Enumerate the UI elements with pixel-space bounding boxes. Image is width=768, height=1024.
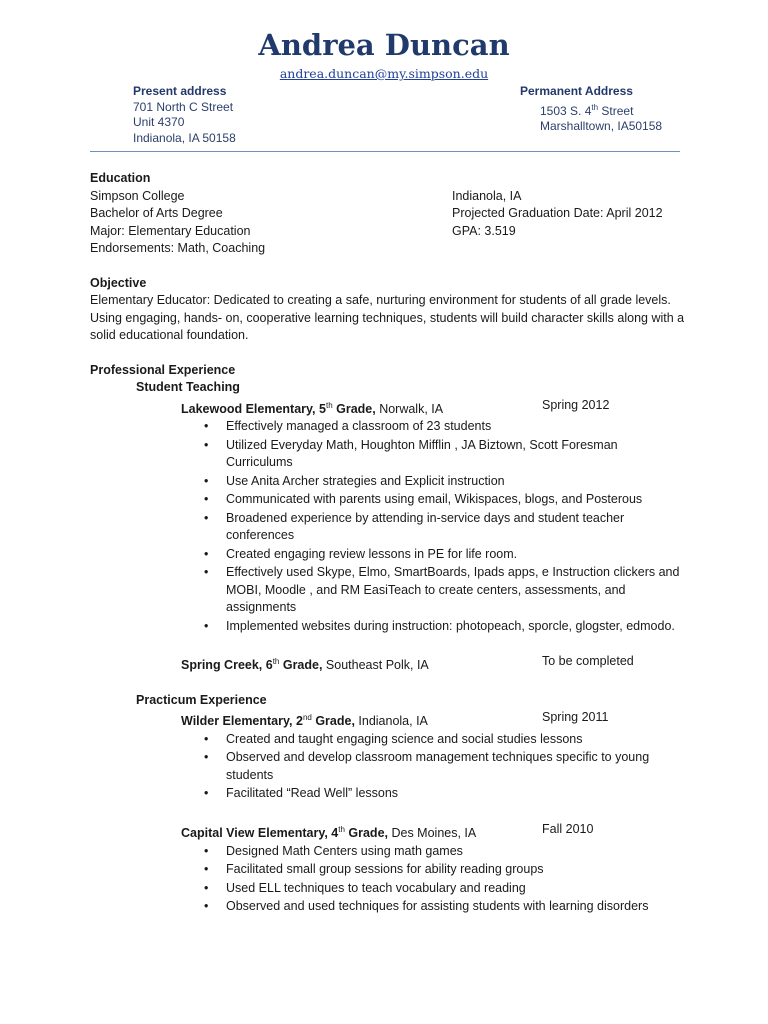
bullet-icon: • bbox=[204, 862, 209, 877]
bullet-text: Facilitated small group sessions for ability reading groups bbox=[226, 862, 544, 877]
school-name: Spring Creek, 6 bbox=[181, 658, 273, 673]
grade-label: Grade, bbox=[344, 826, 388, 841]
education-row bbox=[90, 205, 690, 223]
school-name: Wilder Elementary, 2 bbox=[181, 714, 303, 729]
header-divider bbox=[90, 151, 680, 152]
bullet-item bbox=[204, 785, 690, 803]
education-right: Projected Graduation Date: April 2012 bbox=[452, 206, 663, 220]
bullet-icon: • bbox=[204, 731, 209, 746]
bullet-icon: • bbox=[204, 565, 209, 580]
present-address-line: 701 North C Street bbox=[133, 99, 234, 114]
grade-label: Grade, bbox=[311, 714, 355, 729]
bullet-text: Created and taught engaging science and social studies lessons bbox=[226, 731, 583, 746]
job-title bbox=[181, 397, 542, 419]
bullet-item bbox=[204, 564, 690, 617]
present-address-label: Present address bbox=[133, 84, 227, 98]
bullet-icon: • bbox=[204, 492, 209, 507]
present-address bbox=[133, 84, 236, 146]
permanent-address-street bbox=[520, 100, 662, 120]
ordinal-suffix: nd bbox=[302, 713, 312, 723]
present-address-line: Unit 4370 bbox=[133, 115, 185, 129]
job-title bbox=[181, 821, 542, 843]
job-date: To be completed bbox=[542, 654, 634, 669]
bullet-icon: • bbox=[204, 618, 209, 633]
bullet-icon: • bbox=[204, 843, 209, 858]
education-right: Indianola, IA bbox=[452, 188, 522, 203]
lakewood-bullets bbox=[90, 418, 690, 635]
bullet-item bbox=[204, 749, 690, 784]
practicum-heading: Practicum Experience bbox=[136, 692, 267, 707]
bullet-text: Effectively used Skype, Elmo, SmartBoards, Ipads apps, e Instruction clickers and bbox=[226, 565, 680, 580]
bullet-item bbox=[204, 546, 690, 564]
education-left: Simpson College bbox=[90, 188, 185, 203]
resume-body bbox=[90, 170, 690, 917]
bullet-text: Designed Math Centers using math games bbox=[226, 843, 463, 858]
education-heading: Education bbox=[90, 171, 151, 185]
bullet-icon: • bbox=[204, 750, 209, 765]
permanent-address-label: Permanent Address bbox=[520, 84, 633, 98]
bullet-text: Communicated with parents using email, Wikispaces, blogs, and Posterous bbox=[226, 492, 643, 507]
street-name: Street bbox=[598, 103, 634, 118]
grade-label: Grade, bbox=[332, 401, 376, 416]
job-lakewood bbox=[90, 397, 690, 419]
education-left: Endorsements: Math, Coaching bbox=[90, 241, 266, 255]
education-left: Major: Elementary Education bbox=[90, 223, 251, 238]
bullet-text: Used ELL techniques to teach vocabulary and reading bbox=[226, 880, 526, 895]
bullet-text: Observed and develop classroom management techniques specific to young bbox=[226, 750, 650, 765]
bullet-text: students bbox=[226, 767, 274, 782]
job-location: Des Moines, IA bbox=[388, 826, 477, 841]
job-title bbox=[181, 653, 542, 675]
present-address-line: Indianola, IA 50158 bbox=[133, 130, 236, 145]
education-row bbox=[90, 188, 690, 206]
bullet-icon: • bbox=[204, 510, 209, 525]
bullet-icon: • bbox=[204, 546, 209, 561]
objective-line: solid educational foundation. bbox=[90, 328, 249, 342]
bullet-text: Facilitated “Read Well” lessons bbox=[226, 786, 399, 801]
job-date: Fall 2010 bbox=[542, 821, 594, 836]
objective-heading: Objective bbox=[90, 275, 147, 290]
bullet-icon: • bbox=[204, 786, 209, 801]
job-location: Southeast Polk, IA bbox=[322, 658, 429, 673]
permanent-address bbox=[520, 84, 662, 135]
bullet-icon: • bbox=[204, 899, 209, 914]
wilder-bullets bbox=[90, 731, 690, 803]
job-date: Spring 2011 bbox=[542, 710, 609, 725]
bullet-text: Created engaging review lessons in PE for life room. bbox=[226, 546, 518, 561]
bullet-item bbox=[204, 418, 690, 436]
school-name: Lakewood Elementary, 5 bbox=[181, 401, 326, 416]
education-right: GPA: 3.519 bbox=[452, 223, 516, 238]
job-spring-creek bbox=[90, 653, 690, 675]
bullet-item bbox=[204, 473, 690, 491]
bullet-text: Implemented websites during instruction: photopeach, sporcle, glogster, edmodo. bbox=[226, 618, 675, 633]
bullet-icon: • bbox=[204, 473, 209, 488]
candidate-name: Andrea Duncan bbox=[258, 28, 510, 62]
job-location: Indianola, IA bbox=[354, 714, 428, 729]
education-left: Bachelor of Arts Degree bbox=[90, 206, 223, 220]
bullet-icon: • bbox=[204, 437, 209, 452]
bullet-item bbox=[204, 510, 690, 545]
bullet-icon: • bbox=[204, 419, 209, 434]
bullet-item bbox=[204, 618, 690, 636]
bullet-item bbox=[204, 731, 690, 749]
objective-line: Using engaging, hands- on, cooperative learning techniques, students will build character skills along with a bbox=[90, 310, 685, 325]
objective-line: Elementary Educator: Dedicated to creating a safe, nurturing environment for students of all grade levels. bbox=[90, 293, 671, 307]
education-row bbox=[90, 223, 690, 241]
education-row bbox=[90, 240, 690, 258]
bullet-item bbox=[204, 843, 690, 861]
ordinal-suffix: th bbox=[325, 400, 333, 410]
job-title bbox=[181, 709, 542, 731]
ordinal-suffix: th bbox=[591, 102, 599, 112]
bullet-text: Broadened experience by attending in-service days and student teacher bbox=[226, 510, 625, 525]
bullet-item bbox=[204, 437, 690, 472]
bullet-text: conferences bbox=[226, 528, 295, 543]
bullet-item bbox=[204, 861, 690, 879]
bullet-item bbox=[204, 898, 690, 916]
ordinal-suffix: th bbox=[338, 824, 345, 834]
grade-label: Grade, bbox=[279, 658, 323, 673]
bullet-text: MOBI, Moodle , and RM EasiTeach to create centers, assessments, and bbox=[226, 582, 626, 597]
street-number: 1503 S. 4 bbox=[540, 103, 592, 118]
school-name: Capital View Elementary, 4 bbox=[181, 826, 339, 841]
job-location: Norwalk, IA bbox=[375, 401, 444, 416]
job-capital-view bbox=[90, 821, 690, 843]
ordinal-suffix: th bbox=[272, 657, 280, 667]
bullet-text: Curriculums bbox=[226, 455, 293, 470]
bullet-item bbox=[204, 880, 690, 898]
bullet-text: Effectively managed a classroom of 23 students bbox=[226, 419, 492, 434]
bullet-item bbox=[204, 491, 690, 509]
experience-heading: Professional Experience bbox=[90, 362, 236, 377]
bullet-text: Observed and used techniques for assisting students with learning disorders bbox=[226, 899, 649, 914]
permanent-address-city: Marshalltown, IA50158 bbox=[540, 119, 663, 133]
bullet-icon: • bbox=[204, 880, 209, 895]
student-teaching-heading: Student Teaching bbox=[136, 380, 240, 394]
bullet-text: assignments bbox=[226, 600, 297, 615]
bullet-text: Use Anita Archer strategies and Explicit instruction bbox=[226, 473, 505, 488]
capital-view-bullets bbox=[90, 843, 690, 916]
bullet-text: Utilized Everyday Math, Houghton Mifflin , JA Biztown, Scott Foresman bbox=[226, 437, 618, 452]
job-date: Spring 2012 bbox=[542, 397, 610, 412]
email-link[interactable]: andrea.duncan@my.simpson.edu bbox=[279, 66, 489, 81]
job-wilder bbox=[90, 709, 690, 731]
